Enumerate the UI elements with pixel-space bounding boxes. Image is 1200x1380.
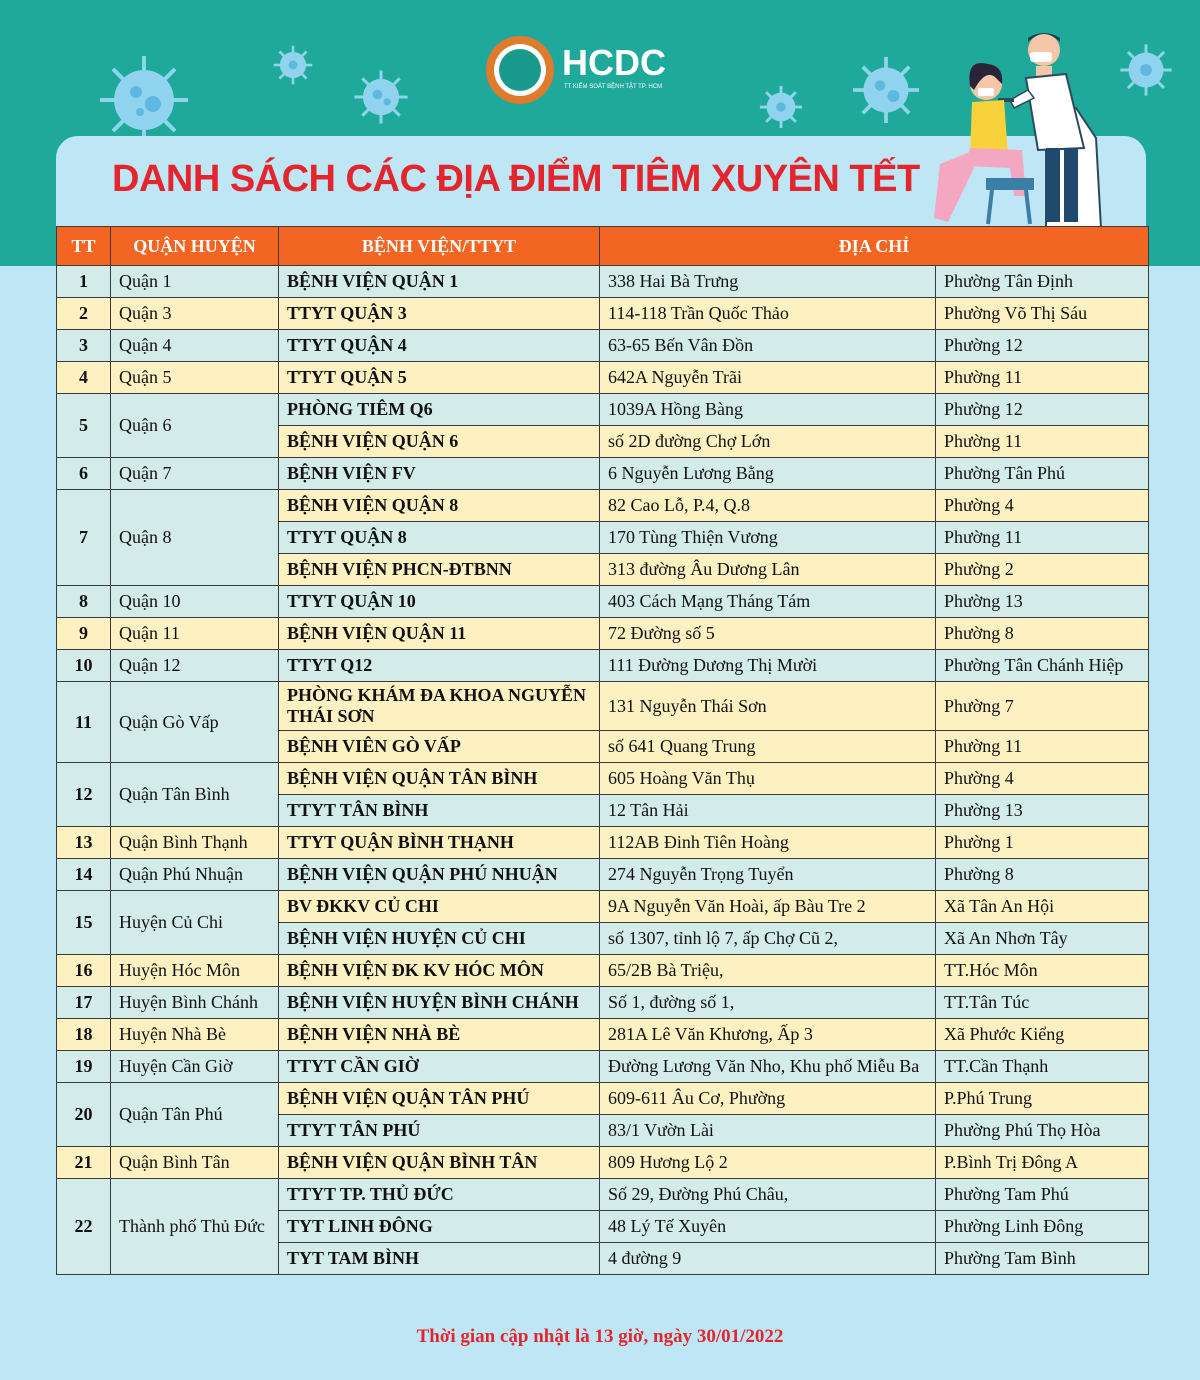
cell-ward: Phường 4	[936, 763, 1149, 795]
cell-street: 1039A Hồng Bàng	[600, 394, 936, 426]
cell-ward: Phường 11	[936, 731, 1149, 763]
table-row	[57, 458, 1149, 490]
cell-hospital: BV ĐKKV CỦ CHI	[279, 891, 600, 923]
virus-icon	[1118, 42, 1174, 98]
cell-hospital: BỆNH VIỆN HUYỆN CỦ CHI	[279, 923, 600, 955]
cell-street: 72 Đường số 5	[600, 618, 936, 650]
cell-hospital: BỆNH VIỆN QUẬN BÌNH TÂN	[279, 1147, 600, 1179]
cell-hospital: TTYT QUẬN 5	[279, 362, 600, 394]
cell-ward: TT.Cần Thạnh	[936, 1051, 1149, 1083]
table-row	[57, 618, 1149, 650]
cell-hospital: TYT LINH ĐÔNG	[279, 1211, 600, 1243]
table-row	[57, 859, 1149, 891]
cell-hospital: TTYT CẦN GIỜ	[279, 1051, 600, 1083]
table-row	[57, 1051, 1149, 1083]
cell-tt: 20	[57, 1083, 111, 1147]
cell-district: Quận 6	[111, 394, 279, 458]
cell-street: số 2D đường Chợ Lớn	[600, 426, 936, 458]
cell-street: 112AB Đinh Tiên Hoàng	[600, 827, 936, 859]
cell-district: Quận Tân Phú	[111, 1083, 279, 1147]
table-row	[57, 1147, 1149, 1179]
cell-tt: 18	[57, 1019, 111, 1051]
table-row	[57, 650, 1149, 682]
cell-tt: 2	[57, 298, 111, 330]
logo-subtitle: TT KIỂM SOÁT BỆNH TẬT TP. HCM	[564, 84, 663, 90]
cell-ward: Phường 12	[936, 394, 1149, 426]
cell-ward: Phường 11	[936, 362, 1149, 394]
vaccination-sites-table	[56, 226, 1149, 1275]
cell-ward: P.Bình Trị Đông A	[936, 1147, 1149, 1179]
cell-hospital: TTYT TÂN PHÚ	[279, 1115, 600, 1147]
cell-ward: Phường 2	[936, 554, 1149, 586]
cell-ward: Phường Phú Thọ Hòa	[936, 1115, 1149, 1147]
table-row	[57, 955, 1149, 987]
table-row	[57, 827, 1149, 859]
table-row	[57, 763, 1149, 795]
cell-district: Quận 7	[111, 458, 279, 490]
cell-tt: 19	[57, 1051, 111, 1083]
virus-icon	[758, 84, 804, 130]
cell-tt: 3	[57, 330, 111, 362]
cell-district: Huyện Củ Chi	[111, 891, 279, 955]
cell-street: 338 Hai Bà Trưng	[600, 266, 936, 298]
cell-ward: Phường Tân Phú	[936, 458, 1149, 490]
cell-street: 313 đường Âu Dương Lân	[600, 554, 936, 586]
cell-street: 281A Lê Văn Khương, Ấp 3	[600, 1019, 936, 1051]
cell-ward: Phường 8	[936, 859, 1149, 891]
cell-tt: 13	[57, 827, 111, 859]
cell-tt: 6	[57, 458, 111, 490]
cell-district: Quận 11	[111, 618, 279, 650]
cell-street: Số 29, Đường Phú Châu,	[600, 1179, 936, 1211]
cell-street: 12 Tân Hải	[600, 795, 936, 827]
cell-hospital: PHÒNG KHÁM ĐA KHOA NGUYỄN THÁI SƠN	[279, 682, 600, 731]
cell-tt: 11	[57, 682, 111, 763]
cell-tt: 5	[57, 394, 111, 458]
cell-ward: Phường 13	[936, 586, 1149, 618]
cell-street: 82 Cao Lỗ, P.4, Q.8	[600, 490, 936, 522]
column-header-district: QUẬN HUYỆN	[111, 227, 279, 266]
cell-hospital: TTYT QUẬN 10	[279, 586, 600, 618]
cell-hospital: BỆNH VIỆN PHCN-ĐTBNN	[279, 554, 600, 586]
cell-street: 48 Lý Tế Xuyên	[600, 1211, 936, 1243]
cell-street: 131 Nguyễn Thái Sơn	[600, 682, 936, 731]
logo-emblem-icon	[486, 36, 554, 104]
cell-hospital: TTYT QUẬN 3	[279, 298, 600, 330]
cell-district: Thành phố Thủ Đức	[111, 1179, 279, 1275]
cell-ward: Phường 13	[936, 795, 1149, 827]
cell-tt: 16	[57, 955, 111, 987]
cell-tt: 10	[57, 650, 111, 682]
cell-street: 114-118 Trần Quốc Thảo	[600, 298, 936, 330]
cell-tt: 15	[57, 891, 111, 955]
cell-district: Quận Gò Vấp	[111, 682, 279, 763]
cell-hospital: BỆNH VIỆN QUẬN TÂN PHÚ	[279, 1083, 600, 1115]
cell-street: 111 Đường Dương Thị Mười	[600, 650, 936, 682]
cell-hospital: BỆNH VIỆN QUẬN 8	[279, 490, 600, 522]
virus-icon	[96, 52, 192, 148]
cell-district: Quận 3	[111, 298, 279, 330]
cell-ward: Phường 1	[936, 827, 1149, 859]
cell-hospital: BỆNH VIỆN QUẬN 1	[279, 266, 600, 298]
column-header-tt: TT	[57, 227, 111, 266]
cell-street: 4 đường 9	[600, 1243, 936, 1275]
cell-street: 642A Nguyễn Trãi	[600, 362, 936, 394]
cell-ward: Phường Tam Phú	[936, 1179, 1149, 1211]
cell-ward: Phường 4	[936, 490, 1149, 522]
cell-district: Huyện Bình Chánh	[111, 987, 279, 1019]
cell-hospital: TTYT QUẬN 4	[279, 330, 600, 362]
table-row	[57, 266, 1149, 298]
hcdc-logo	[486, 36, 666, 106]
table-row	[57, 490, 1149, 522]
cell-hospital: BỆNH VIỆN QUẬN TÂN BÌNH	[279, 763, 600, 795]
cell-ward: Xã Tân An Hội	[936, 891, 1149, 923]
cell-hospital: TTYT TÂN BÌNH	[279, 795, 600, 827]
cell-street: Đường Lương Văn Nho, Khu phố Miễu Ba	[600, 1051, 936, 1083]
cell-ward: Phường Tân Định	[936, 266, 1149, 298]
table-row	[57, 1019, 1149, 1051]
cell-hospital: TTYT QUẬN 8	[279, 522, 600, 554]
cell-ward: Phường 8	[936, 618, 1149, 650]
table-row	[57, 891, 1149, 923]
cell-tt: 14	[57, 859, 111, 891]
cell-district: Quận 12	[111, 650, 279, 682]
logo-text: HCDC	[562, 42, 666, 83]
cell-tt: 7	[57, 490, 111, 586]
update-note: Thời gian cập nhật là 13 giờ, ngày 30/01/2022	[416, 1326, 784, 1347]
cell-ward: Phường Võ Thị Sáu	[936, 298, 1149, 330]
cell-hospital: BỆNH VIỆN ĐK KV HÓC MÔN	[279, 955, 600, 987]
cell-street: 6 Nguyễn Lương Bằng	[600, 458, 936, 490]
table-row	[57, 330, 1149, 362]
cell-street: 170 Tùng Thiện Vương	[600, 522, 936, 554]
cell-tt: 21	[57, 1147, 111, 1179]
cell-ward: Phường 12	[936, 330, 1149, 362]
vaccination-illustration-icon	[926, 28, 1126, 228]
table-row	[57, 1083, 1149, 1115]
cell-street: 609-611 Âu Cơ, Phường	[600, 1083, 936, 1115]
page-title: DANH SÁCH CÁC ĐỊA ĐIỂM TIÊM XUYÊN TẾT	[112, 158, 920, 200]
virus-icon	[352, 68, 410, 126]
cell-street: Số 1, đường số 1,	[600, 987, 936, 1019]
cell-district: Quận 5	[111, 362, 279, 394]
cell-district: Quận Phú Nhuận	[111, 859, 279, 891]
cell-district: Huyện Cần Giờ	[111, 1051, 279, 1083]
cell-tt: 17	[57, 987, 111, 1019]
cell-ward: Phường 11	[936, 426, 1149, 458]
cell-district: Quận Tân Bình	[111, 763, 279, 827]
cell-tt: 12	[57, 763, 111, 827]
virus-icon	[272, 44, 314, 86]
cell-street: số 641 Quang Trung	[600, 731, 936, 763]
cell-district: Quận 10	[111, 586, 279, 618]
cell-street: 809 Hương Lộ 2	[600, 1147, 936, 1179]
cell-hospital: BỆNH VIỆN HUYỆN BÌNH CHÁNH	[279, 987, 600, 1019]
cell-hospital: BỆNH VIỆN NHÀ BÈ	[279, 1019, 600, 1051]
cell-street: 63-65 Bến Vân Đồn	[600, 330, 936, 362]
cell-ward: Phường 7	[936, 682, 1149, 731]
cell-street: số 1307, tỉnh lộ 7, ấp Chợ Cũ 2,	[600, 923, 936, 955]
cell-district: Quận Bình Thạnh	[111, 827, 279, 859]
table-row	[57, 362, 1149, 394]
cell-tt: 4	[57, 362, 111, 394]
cell-district: Quận Bình Tân	[111, 1147, 279, 1179]
table-row	[57, 394, 1149, 426]
cell-district: Quận 4	[111, 330, 279, 362]
cell-hospital: BỆNH VIỆN FV	[279, 458, 600, 490]
table-row	[57, 1179, 1149, 1211]
cell-tt: 22	[57, 1179, 111, 1275]
cell-hospital: TYT TAM BÌNH	[279, 1243, 600, 1275]
cell-tt: 8	[57, 586, 111, 618]
cell-hospital: BỆNH VIÊN GÒ VẤP	[279, 731, 600, 763]
cell-ward: P.Phú Trung	[936, 1083, 1149, 1115]
cell-district: Quận 1	[111, 266, 279, 298]
cell-ward: TT.Hóc Môn	[936, 955, 1149, 987]
cell-hospital: BỆNH VIỆN QUẬN 6	[279, 426, 600, 458]
table-row	[57, 987, 1149, 1019]
cell-ward: Phường 11	[936, 522, 1149, 554]
cell-ward: Xã Phước Kiểng	[936, 1019, 1149, 1051]
virus-icon	[850, 54, 922, 126]
cell-district: Quận 8	[111, 490, 279, 586]
table-row	[57, 298, 1149, 330]
table-row	[57, 586, 1149, 618]
cell-street: 605 Hoàng Văn Thụ	[600, 763, 936, 795]
cell-ward: TT.Tân Túc	[936, 987, 1149, 1019]
cell-street: 274 Nguyễn Trọng Tuyển	[600, 859, 936, 891]
table-row	[57, 682, 1149, 731]
cell-hospital: BỆNH VIỆN QUẬN 11	[279, 618, 600, 650]
column-header-hospital: BỆNH VIỆN/TTYT	[279, 227, 600, 266]
cell-hospital: TTYT Q12	[279, 650, 600, 682]
cell-ward: Phường Tam Bình	[936, 1243, 1149, 1275]
cell-street: 9A Nguyễn Văn Hoài, ấp Bàu Tre 2	[600, 891, 936, 923]
column-header-address: ĐỊA CHỈ	[600, 227, 1149, 266]
cell-street: 65/2B Bà Triệu,	[600, 955, 936, 987]
cell-hospital: TTYT TP. THỦ ĐỨC	[279, 1179, 600, 1211]
cell-street: 403 Cách Mạng Tháng Tám	[600, 586, 936, 618]
table-header-row	[57, 227, 1149, 266]
cell-ward: Phường Linh Đông	[936, 1211, 1149, 1243]
cell-tt: 9	[57, 618, 111, 650]
cell-ward: Xã An Nhơn Tây	[936, 923, 1149, 955]
cell-hospital: TTYT QUẬN BÌNH THẠNH	[279, 827, 600, 859]
cell-district: Huyện Hóc Môn	[111, 955, 279, 987]
cell-ward: Phường Tân Chánh Hiệp	[936, 650, 1149, 682]
cell-district: Huyện Nhà Bè	[111, 1019, 279, 1051]
cell-street: 83/1 Vườn Lài	[600, 1115, 936, 1147]
cell-tt: 1	[57, 266, 111, 298]
cell-hospital: BỆNH VIỆN QUẬN PHÚ NHUẬN	[279, 859, 600, 891]
cell-hospital: PHÒNG TIÊM Q6	[279, 394, 600, 426]
